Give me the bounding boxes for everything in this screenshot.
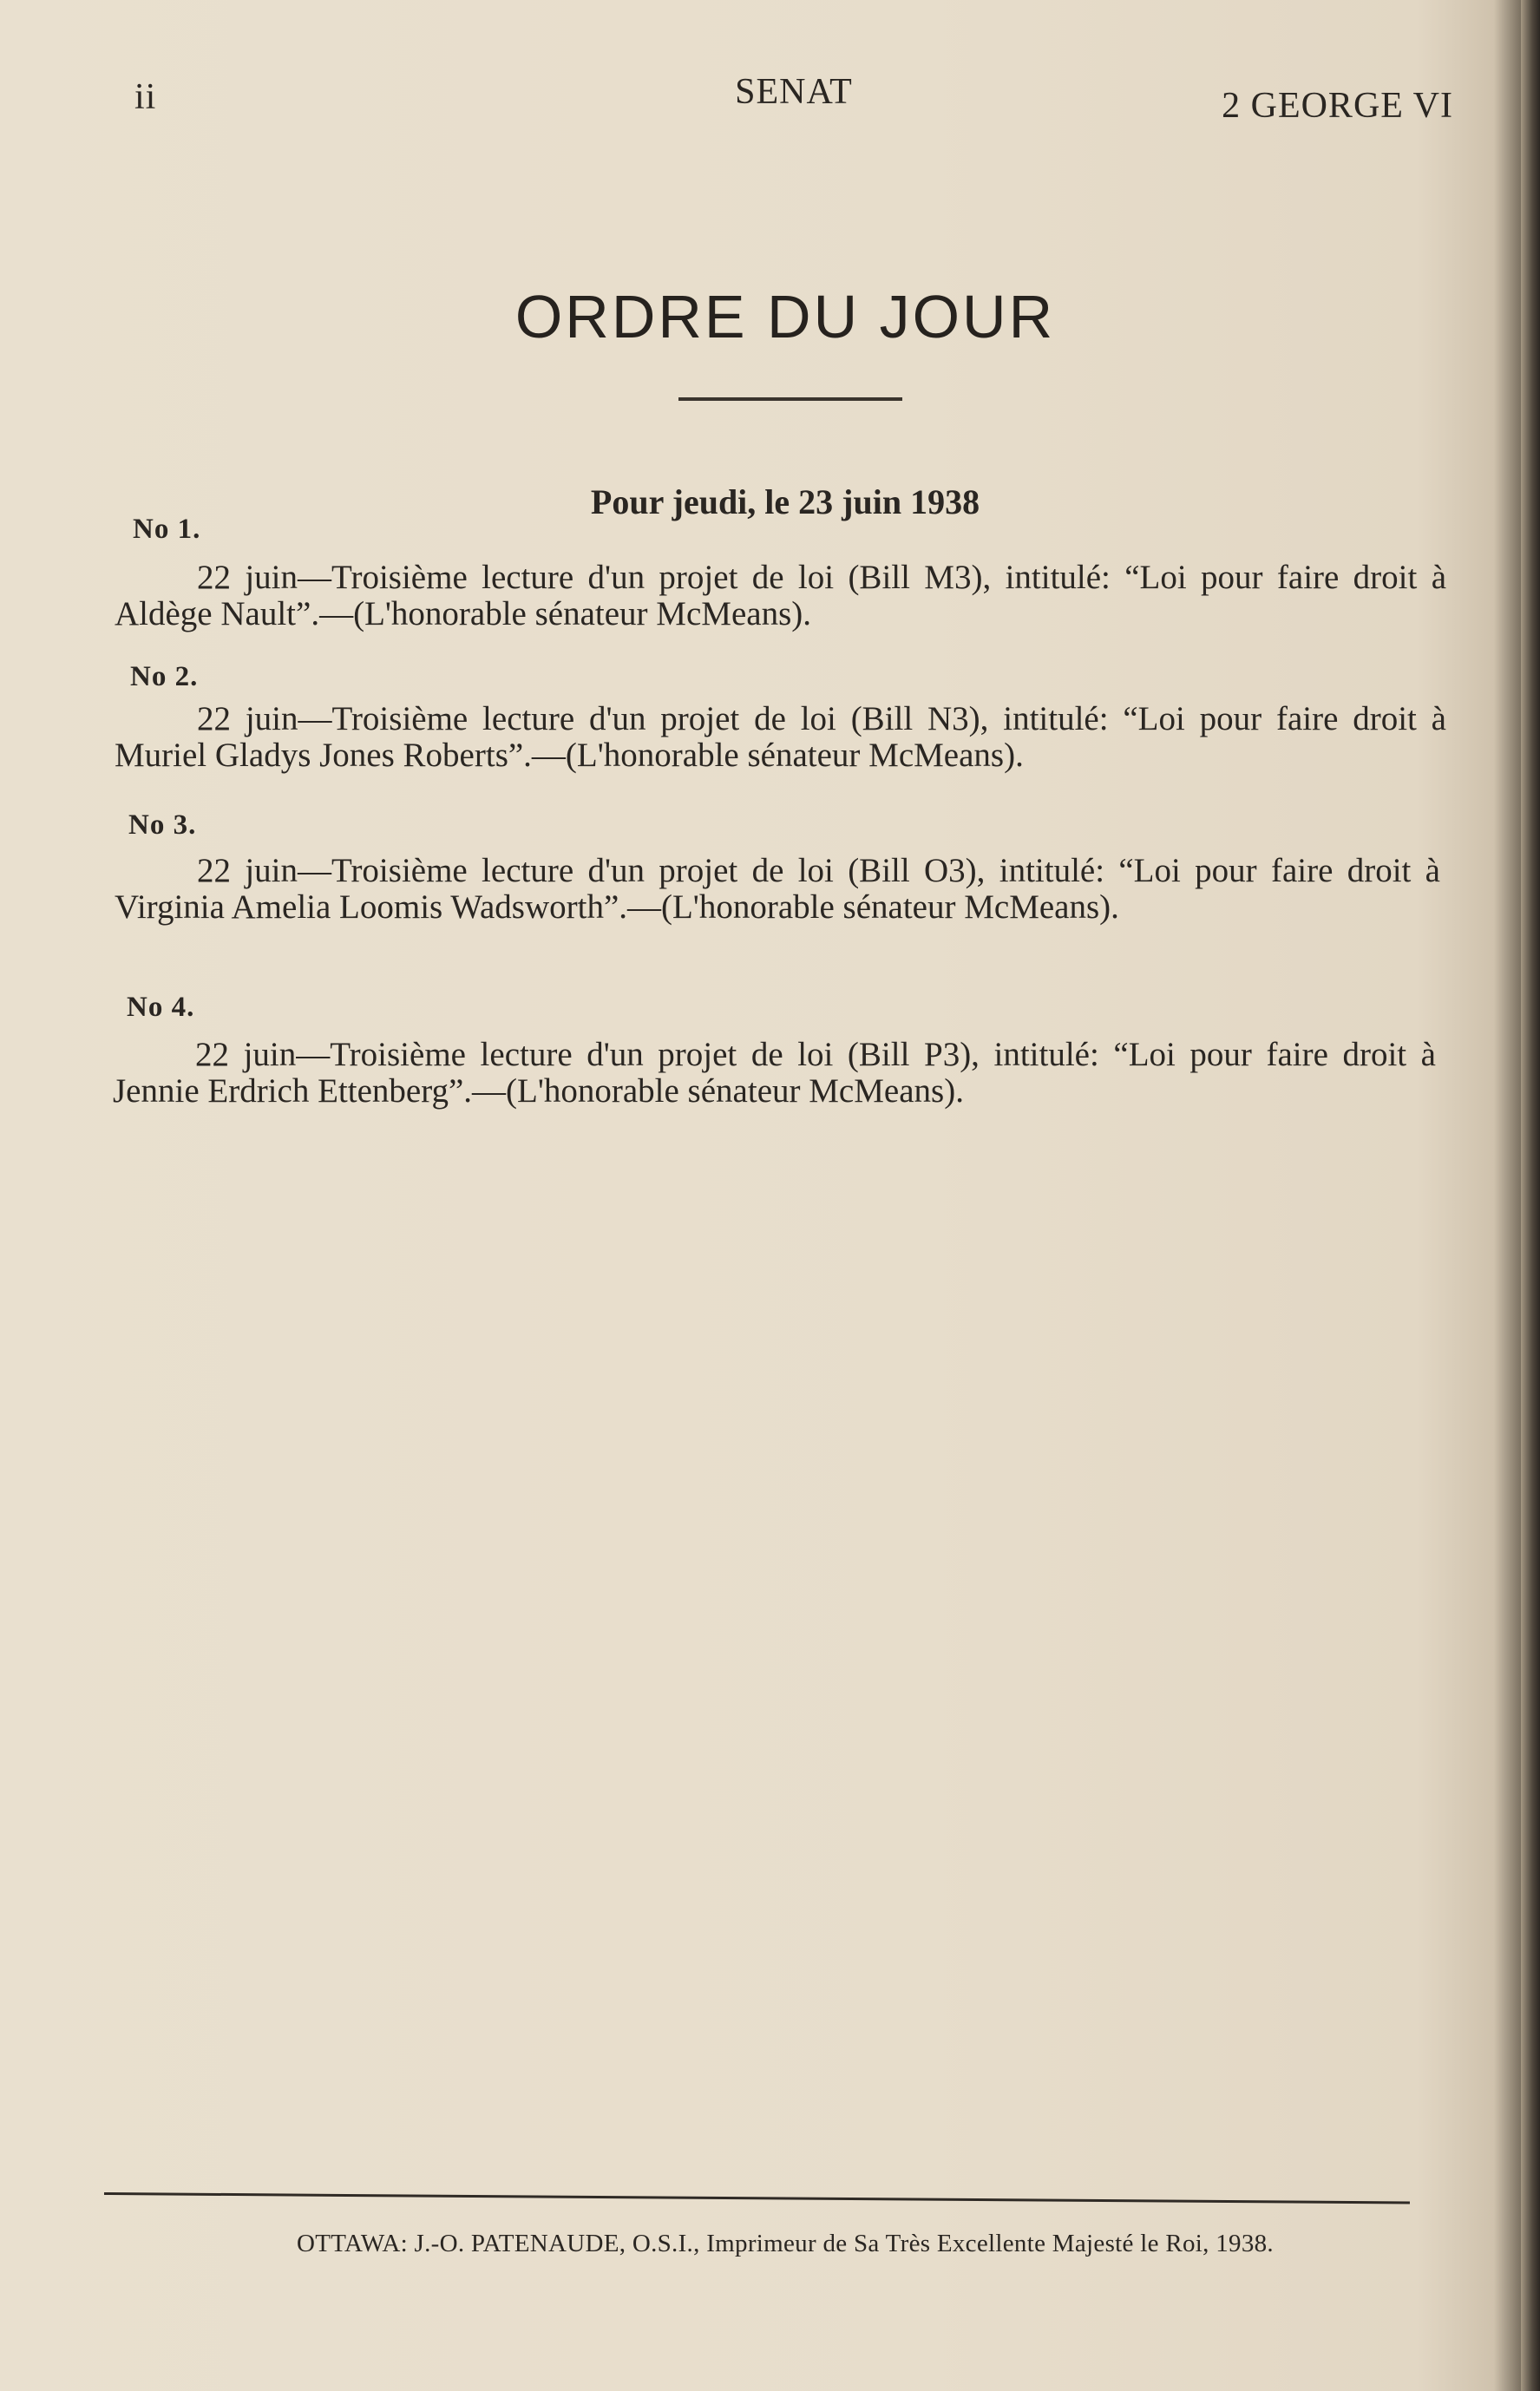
item-text	[115, 701, 1446, 774]
running-header	[134, 71, 1453, 126]
item-text-content: 22 juin—Troisième lecture d'un projet de loi (Bill M3), intitulé: “Loi pour faire droit à Aldège Nault”.—(L'honorable sénateur McMeans).	[115, 559, 1446, 632]
reign-label: 2 GEORGE VI	[1222, 86, 1453, 126]
printer-imprint: OTTAWA: J.-O. PATENAUDE, O.S.I., Imprimeur de Sa Très Excellente Majesté le Roi, 1938.	[297, 2230, 1274, 2257]
page-number: ii	[134, 77, 157, 117]
item-text-content: 22 juin—Troisième lecture d'un projet de loi (Bill N3), intitulé: “Loi pour faire droit à Muriel Gladys Jones Roberts”.—(L'honorable sénateur McMeans).	[115, 700, 1446, 774]
item-text	[115, 560, 1446, 632]
date-heading: Pour jeudi, le 23 juin 1938	[590, 482, 980, 521]
item-number: No 1.	[133, 514, 201, 545]
item-number: No 3.	[128, 809, 197, 841]
item-number: No 4.	[127, 992, 195, 1023]
publication-name: SENAT	[735, 72, 853, 112]
page-title: ORDRE DU JOUR	[514, 283, 1056, 350]
title-divider	[678, 397, 902, 401]
footer-rule	[104, 2192, 1410, 2204]
page-binding-edge	[1521, 0, 1540, 2391]
item-text	[115, 853, 1440, 926]
item-text	[113, 1037, 1436, 1110]
item-text-content: 22 juin—Troisième lecture d'un projet de loi (Bill P3), intitulé: “Loi pour faire droit à Jennie Erdrich Ettenberg”.—(L'honorable sénateur McMeans).	[113, 1036, 1436, 1110]
item-text-content: 22 juin—Troisième lecture d'un projet de loi (Bill O3), intitulé: “Loi pour faire droit à Virginia Amelia Loomis Wadsworth”.—(L'honorable sénateur McMeans).	[115, 852, 1440, 926]
item-number: No 2.	[130, 661, 199, 692]
